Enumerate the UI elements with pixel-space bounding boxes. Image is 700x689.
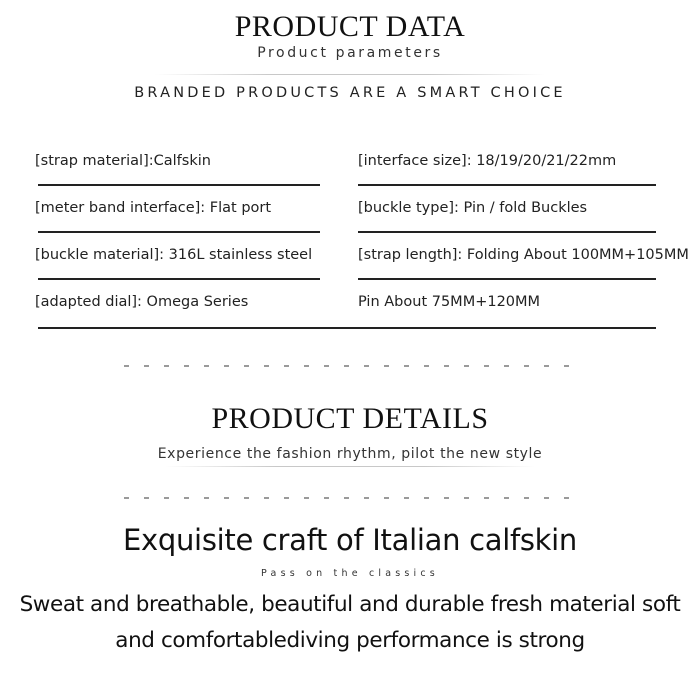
product-data-subtitle: Product parameters xyxy=(257,45,443,61)
title-divider xyxy=(155,74,545,75)
product-details-title: PRODUCT DETAILS xyxy=(211,402,489,435)
spec-row-divider xyxy=(38,278,320,280)
product-details-subtitle: Experience the fashion rhythm, pilot the new style xyxy=(157,446,543,462)
spec-row-divider xyxy=(38,231,320,233)
spec-row-divider xyxy=(358,278,656,280)
spec-strap-length: [strap length]: Folding About 100MM+105MM xyxy=(358,247,689,263)
spec-row-divider xyxy=(358,184,656,186)
craft-subline: Pass on the classics xyxy=(261,568,439,579)
craft-headline: Exquisite craft of Italian calfskin xyxy=(122,523,578,557)
title-divider xyxy=(165,466,535,467)
spec-adapted-dial: [adapted dial]: Omega Series xyxy=(35,294,249,310)
craft-description-line2: and comfortablediving performance is strong xyxy=(115,628,585,653)
spec-meter-band-interface: [meter band interface]: Flat port xyxy=(35,200,272,216)
spec-row-divider xyxy=(358,231,656,233)
spec-row-divider xyxy=(38,184,320,186)
spec-buckle-type: [buckle type]: Pin / fold Buckles xyxy=(358,200,588,216)
spec-table-bottom-divider xyxy=(38,327,656,329)
spec-interface-size: [interface size]: 18/19/20/21/22mm xyxy=(358,153,617,169)
spec-pin-length: Pin About 75MM+120MM xyxy=(358,294,541,310)
dashed-divider xyxy=(124,497,579,499)
spec-strap-material: [strap material]:Calfskin xyxy=(35,153,211,169)
brand-tagline: BRANDED PRODUCTS ARE A SMART CHOICE xyxy=(134,85,566,101)
craft-description-line1: Sweat and breathable, beautiful and durable fresh material soft xyxy=(19,592,681,617)
spec-buckle-material: [buckle material]: 316L stainless steel xyxy=(35,247,313,263)
product-data-title: PRODUCT DATA xyxy=(234,10,466,43)
dashed-divider xyxy=(124,365,579,367)
